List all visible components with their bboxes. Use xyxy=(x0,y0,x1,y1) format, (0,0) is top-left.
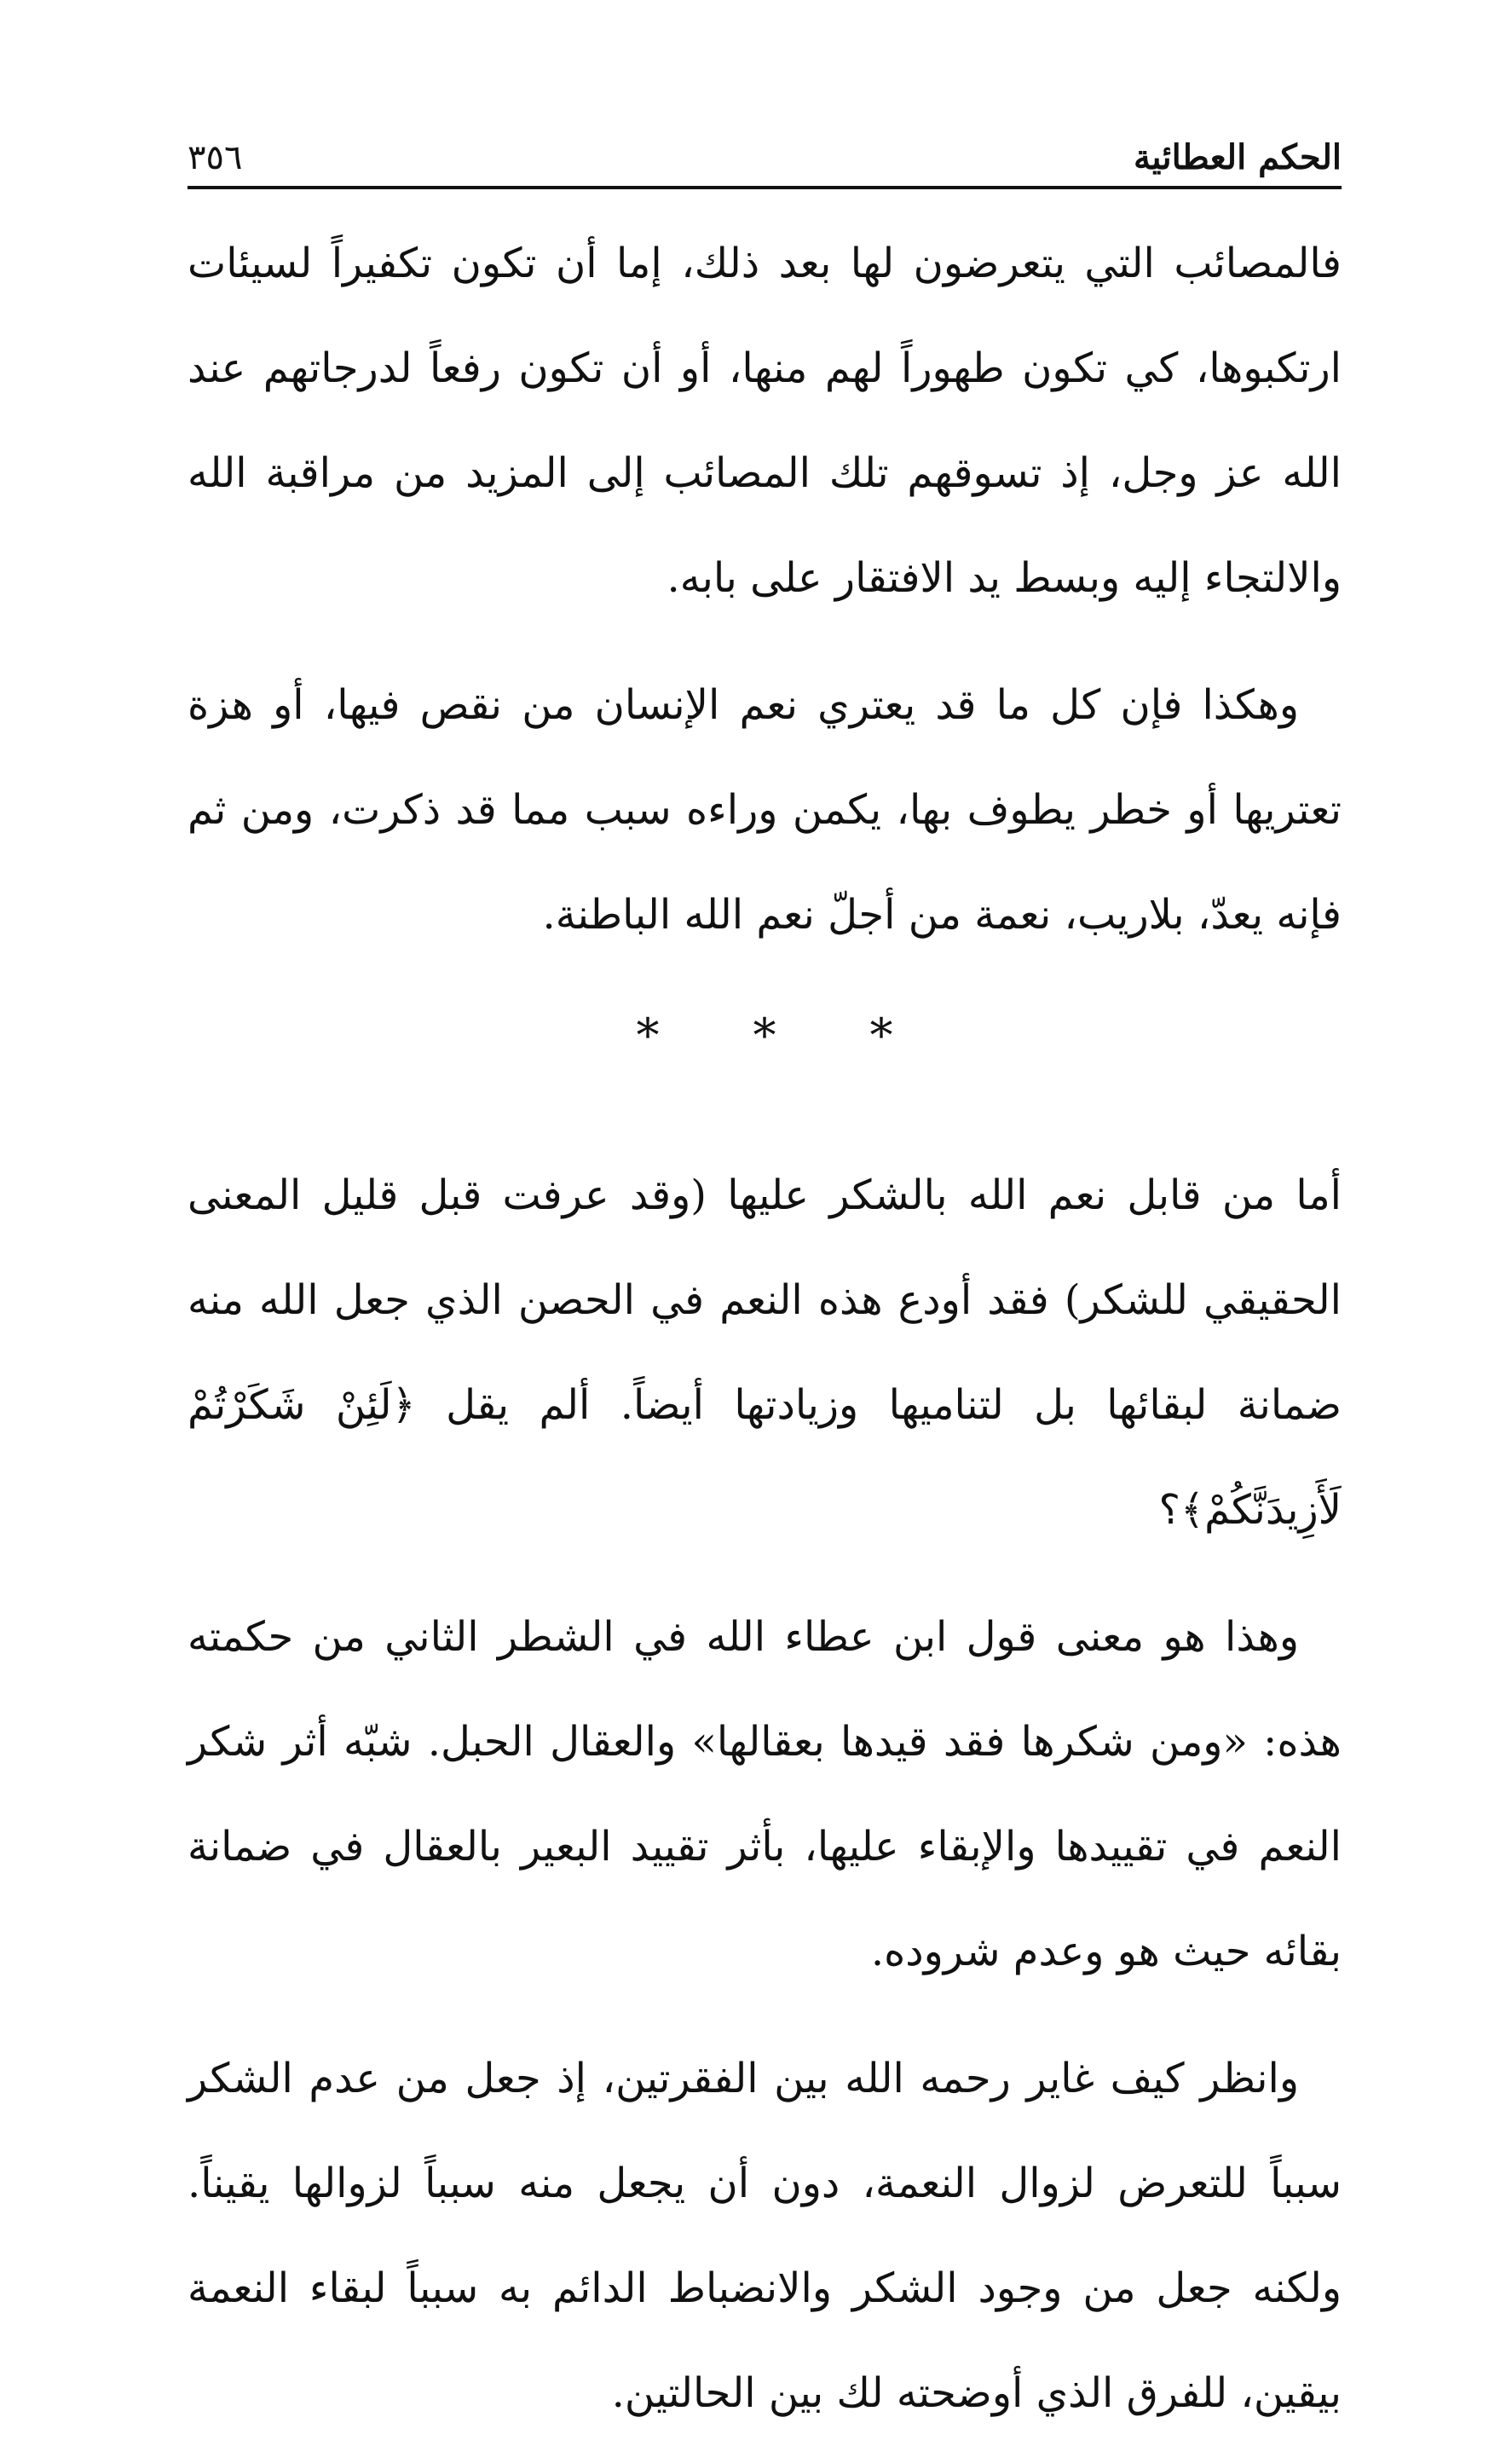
paragraph-3: أما من قابل نعم الله بالشكر عليها (وقد عرفت قبل قليل المعنى الحقيقي للشكر) فقد أودع هذه النعم في الحصن الذي جعل الله منه ضمانة لبقائها بل لتناميها وزيادتها أيضاً. ألم يقل ﴿لَئِنْ شَكَرْتُمْ لَأَزِيدَنَّكُمْ﴾؟ xyxy=(188,1171,1342,1534)
separator-asterisk: * xyxy=(869,1008,893,1062)
page-body xyxy=(188,189,1342,2446)
paragraph-4: وهذا هو معنى قول ابن عطاء الله في الشطر الثاني من حكمته هذه: «ومن شكرها فقد قيدها بعقالها» والعقال الحبل. شبّه أثر شكر النعم في تقييدها والإبقاء عليها، بأثر تقييد البعير بالعقال في ضمانة بقائه حيث هو وعدم شروده. xyxy=(188,1613,1342,1975)
paragraph-1: فالمصائب التي يتعرضون لها بعد ذلك، إما أن تكون تكفيراً لسيئات ارتكبوها، كي تكون طهوراً لهم منها، أو أن تكون رفعاً لدرجاتهم عند الله عز وجل، إذ تسوقهم تلك المصائب إلى المزيد من مراقبة الله والالتجاء إليه وبسط يد الافتقار على بابه. xyxy=(188,240,1342,602)
separator-asterisk: * xyxy=(636,1008,660,1062)
paragraph-5: وانظر كيف غاير رحمه الله بين الفقرتين، إذ جعل من عدم الشكر سبباً للتعرض لزوال النعمة، دون أن يجعل منه سبباً لزوالها يقيناً. ولكنه جعل من وجود الشكر والانضباط الدائم به سبباً لبقاء النعمة بيقين، للفرق الذي أوضحته لك بين الحالتين. xyxy=(188,2055,1342,2417)
paragraph-2: وهكذا فإن كل ما قد يعتري نعم الإنسان من نقص فيها، أو هزة تعتريها أو خطر يطوف بها، يكمن وراءه سبب مما قد ذكرت، ومن ثم فإنه يعدّ، بلاريب، نعمة من أجلّ نعم الله الباطنة. xyxy=(188,681,1342,939)
separator-asterisk: * xyxy=(753,1008,776,1062)
section-separator xyxy=(188,971,1342,1099)
running-title: الحكم العطائية xyxy=(1133,137,1342,177)
book-page xyxy=(188,119,1342,2417)
page-number: ٣٥٦ xyxy=(188,138,243,177)
page-header xyxy=(188,119,1342,189)
